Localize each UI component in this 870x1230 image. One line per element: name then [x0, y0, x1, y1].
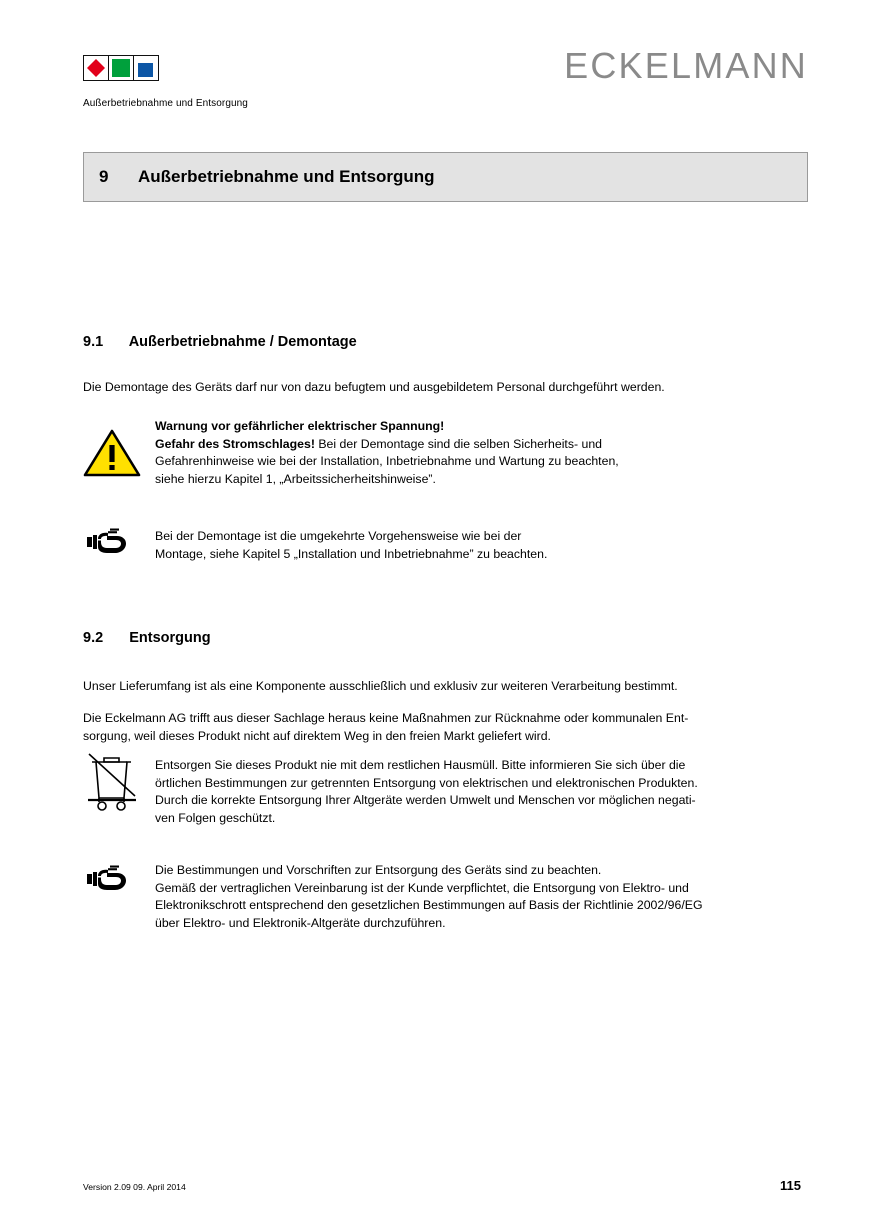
chapter-title: Außerbetriebnahme und Entsorgung — [138, 167, 435, 186]
section-9-2-number: 9.2 — [83, 630, 104, 646]
section-9-2-paragraph-2-line-1: Die Eckelmann AG trifft aus dieser Sachlage heraus keine Maßnahmen zur Rücknahme oder kommunalen Ent- — [83, 711, 689, 725]
footer-version: Version 2.09 09. April 2014 — [83, 1182, 186, 1192]
section-9-1-heading — [83, 334, 357, 350]
section-9-2-paragraph-2-line-2: sorgung, weil dieses Produkt nicht auf direktem Weg in den freien Markt geliefert wird. — [83, 728, 551, 743]
warning-line-2-rest: Bei der Demontage sind die selben Sicherheits- und — [314, 436, 603, 451]
warning-line-2-bold: Gefahr des Stromschlages! — [155, 436, 315, 451]
chapter-number: 9 — [99, 167, 109, 186]
note-9-2-line-3: Elektronikschrott entsprechend den gesetzlichen Bestimmungen auf Basis der Richtlinie 2002/96/EG — [155, 898, 703, 912]
weee-line-3: Durch die korrekte Entsorgung Ihrer Altgeräte werden Umwelt und Menschen vor möglichen negati- — [155, 793, 696, 807]
note-9-2-line-1: Die Bestimmungen und Vorschriften zur Entsorgung des Geräts sind zu beachten. — [155, 863, 602, 877]
brand-wordmark: ECKELMANN — [564, 45, 808, 86]
warning-line-2 — [155, 436, 800, 454]
pointing-hand-icon-2 — [85, 865, 127, 895]
footer-page-number: 115 — [780, 1178, 801, 1193]
warning-text-block — [155, 418, 800, 488]
weee-line-4: ven Folgen geschützt. — [155, 810, 276, 825]
eckelmann-diamond-logo-icon — [83, 55, 163, 81]
note-9-2-line-4: über Elektro- und Elektronik-Altgeräte durchzuführen. — [155, 915, 446, 930]
section-9-1-number: 9.1 — [83, 334, 104, 350]
weee-line-1: Entsorgen Sie dieses Produkt nie mit dem restlichen Hausmüll. Bitte informieren Sie sich über die — [155, 758, 686, 772]
section-9-2-paragraph-1: Unser Lieferumfang ist als eine Komponente ausschließlich und exklusiv zur weiteren Verarbeitung bestimmt. — [83, 679, 678, 693]
weee-text-block — [155, 757, 805, 827]
warning-line-3: Gefahrenhinweise wie bei der Installation, Inbetriebnahme und Wartung zu beachten, — [155, 454, 619, 468]
pointing-hand-icon — [85, 528, 127, 558]
note-9-1-line-1: Bei der Demontage ist die umgekehrte Vorgehensweise wie bei der — [155, 529, 522, 543]
note-9-1-text-block — [155, 528, 800, 563]
weee-line-2: örtlichen Bestimmungen zur getrennten Entsorgung von elektrischen und elektronischen Produkten. — [155, 775, 698, 790]
note-9-2-line-2: Gemäß der vertraglichen Vereinbarung ist der Kunde verpflichtet, die Entsorgung von Elektro- und — [155, 880, 689, 895]
section-9-2-heading — [83, 630, 211, 646]
warning-line-4: siehe hierzu Kapitel 1, „Arbeitssicherheitshinweise”. — [155, 471, 436, 486]
section-9-2-title: Entsorgung — [129, 630, 211, 646]
section-9-1-intro: Die Demontage des Geräts darf nur von dazu befugtem und ausgebildetem Personal durchgeführt werden. — [83, 380, 665, 394]
warning-line-1: Warnung vor gefährlicher elektrischer Spannung! — [155, 419, 445, 433]
note-9-2-text-block — [155, 862, 810, 932]
crossed-out-wheelie-bin-icon — [86, 752, 138, 819]
chapter-title-bar — [83, 152, 808, 202]
running-header-title: Außerbetriebnahme und Entsorgung — [83, 98, 248, 109]
warning-triangle-icon — [83, 428, 141, 483]
section-9-2-paragraph-2 — [83, 710, 803, 745]
note-9-1-line-2: Montage, siehe Kapitel 5 „Installation und Inbetriebnahme” zu beachten. — [155, 546, 548, 561]
section-9-1-title: Außerbetriebnahme / Demontage — [128, 334, 357, 350]
